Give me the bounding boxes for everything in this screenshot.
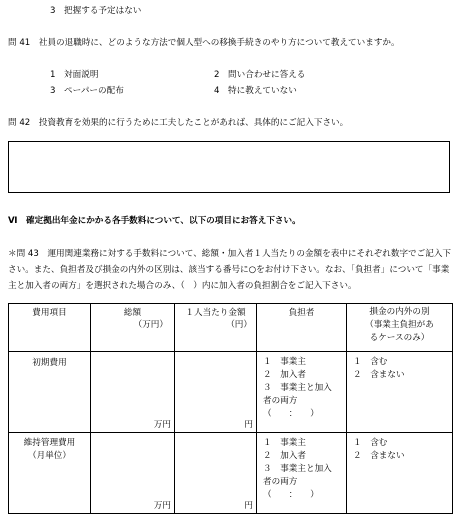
q41-option-1[interactable]: 1 対面説明 — [50, 70, 99, 80]
total-amount-input[interactable]: 万円 — [91, 433, 175, 514]
row-item: 初期費用 — [9, 352, 91, 433]
deduct-options[interactable]: １ 含む ２ 含まない — [347, 433, 453, 514]
payer-options[interactable]: １ 事業主 ２ 加入者 ３ 事業主と加入 者の両方 （ ： ） — [257, 352, 347, 433]
table-row — [9, 352, 453, 433]
row-item: 維持管理費用 （月単位） — [9, 433, 91, 514]
q41-option-2[interactable]: 2 問い合わせに答える — [214, 70, 306, 80]
section-6-title: Ⅵ 確定拠出年金にかかる各手数料について、以下の項目にお答え下さい。 — [8, 216, 301, 226]
total-amount-input[interactable]: 万円 — [91, 352, 175, 433]
header-per-person: １人当たり金額 （円） — [175, 304, 257, 352]
per-person-amount-input[interactable]: 円 — [175, 352, 257, 433]
table-header-row — [9, 304, 453, 352]
payer-options[interactable]: １ 事業主 ２ 加入者 ３ 事業主と加入 者の両方 （ ： ） — [257, 433, 347, 514]
q41-text: 問 41 社員の退職時に、どのような方法で個人型への移換手続きのやり方について教えていますか。 — [8, 38, 400, 48]
header-item: 費用項目 — [9, 304, 91, 352]
q41-option-4[interactable]: 4 特に教えていない — [214, 86, 297, 96]
header-total: 総額 （万円） — [91, 304, 175, 352]
deduct-options[interactable]: １ 含む ２ 含まない — [347, 352, 453, 433]
per-person-amount-input[interactable]: 円 — [175, 433, 257, 514]
header-payer: 負担者 — [257, 304, 347, 352]
q43-text: ＊問 43 運用関連業務に対する手数料について、総額・加入者１人当たりの金額を表中にそれぞれ数字でご記入下さい。また、負担者及び損金の内外の区別は、該当する番号に○をお付け下さい。なお、「負担者」について「事業主と加入者の両方」を選択された場合のみ、（ ）内に加入者の負担割合をご記入下さい。 — [8, 249, 452, 291]
table-row — [9, 433, 453, 514]
q40-option-3: 3 把握する予定はない — [50, 6, 142, 16]
fee-table — [8, 303, 453, 514]
header-deduct: 損金の内外の別 （事業主負担があ るケースのみ） — [347, 304, 453, 352]
q41-option-3[interactable]: 3 ペーパーの配布 — [50, 86, 124, 96]
q42-text: 問 42 投資教育を効果的に行うために工夫したことがあれば、具体的にご記入下さい。 — [8, 118, 349, 128]
q42-answer-box[interactable] — [8, 141, 450, 193]
